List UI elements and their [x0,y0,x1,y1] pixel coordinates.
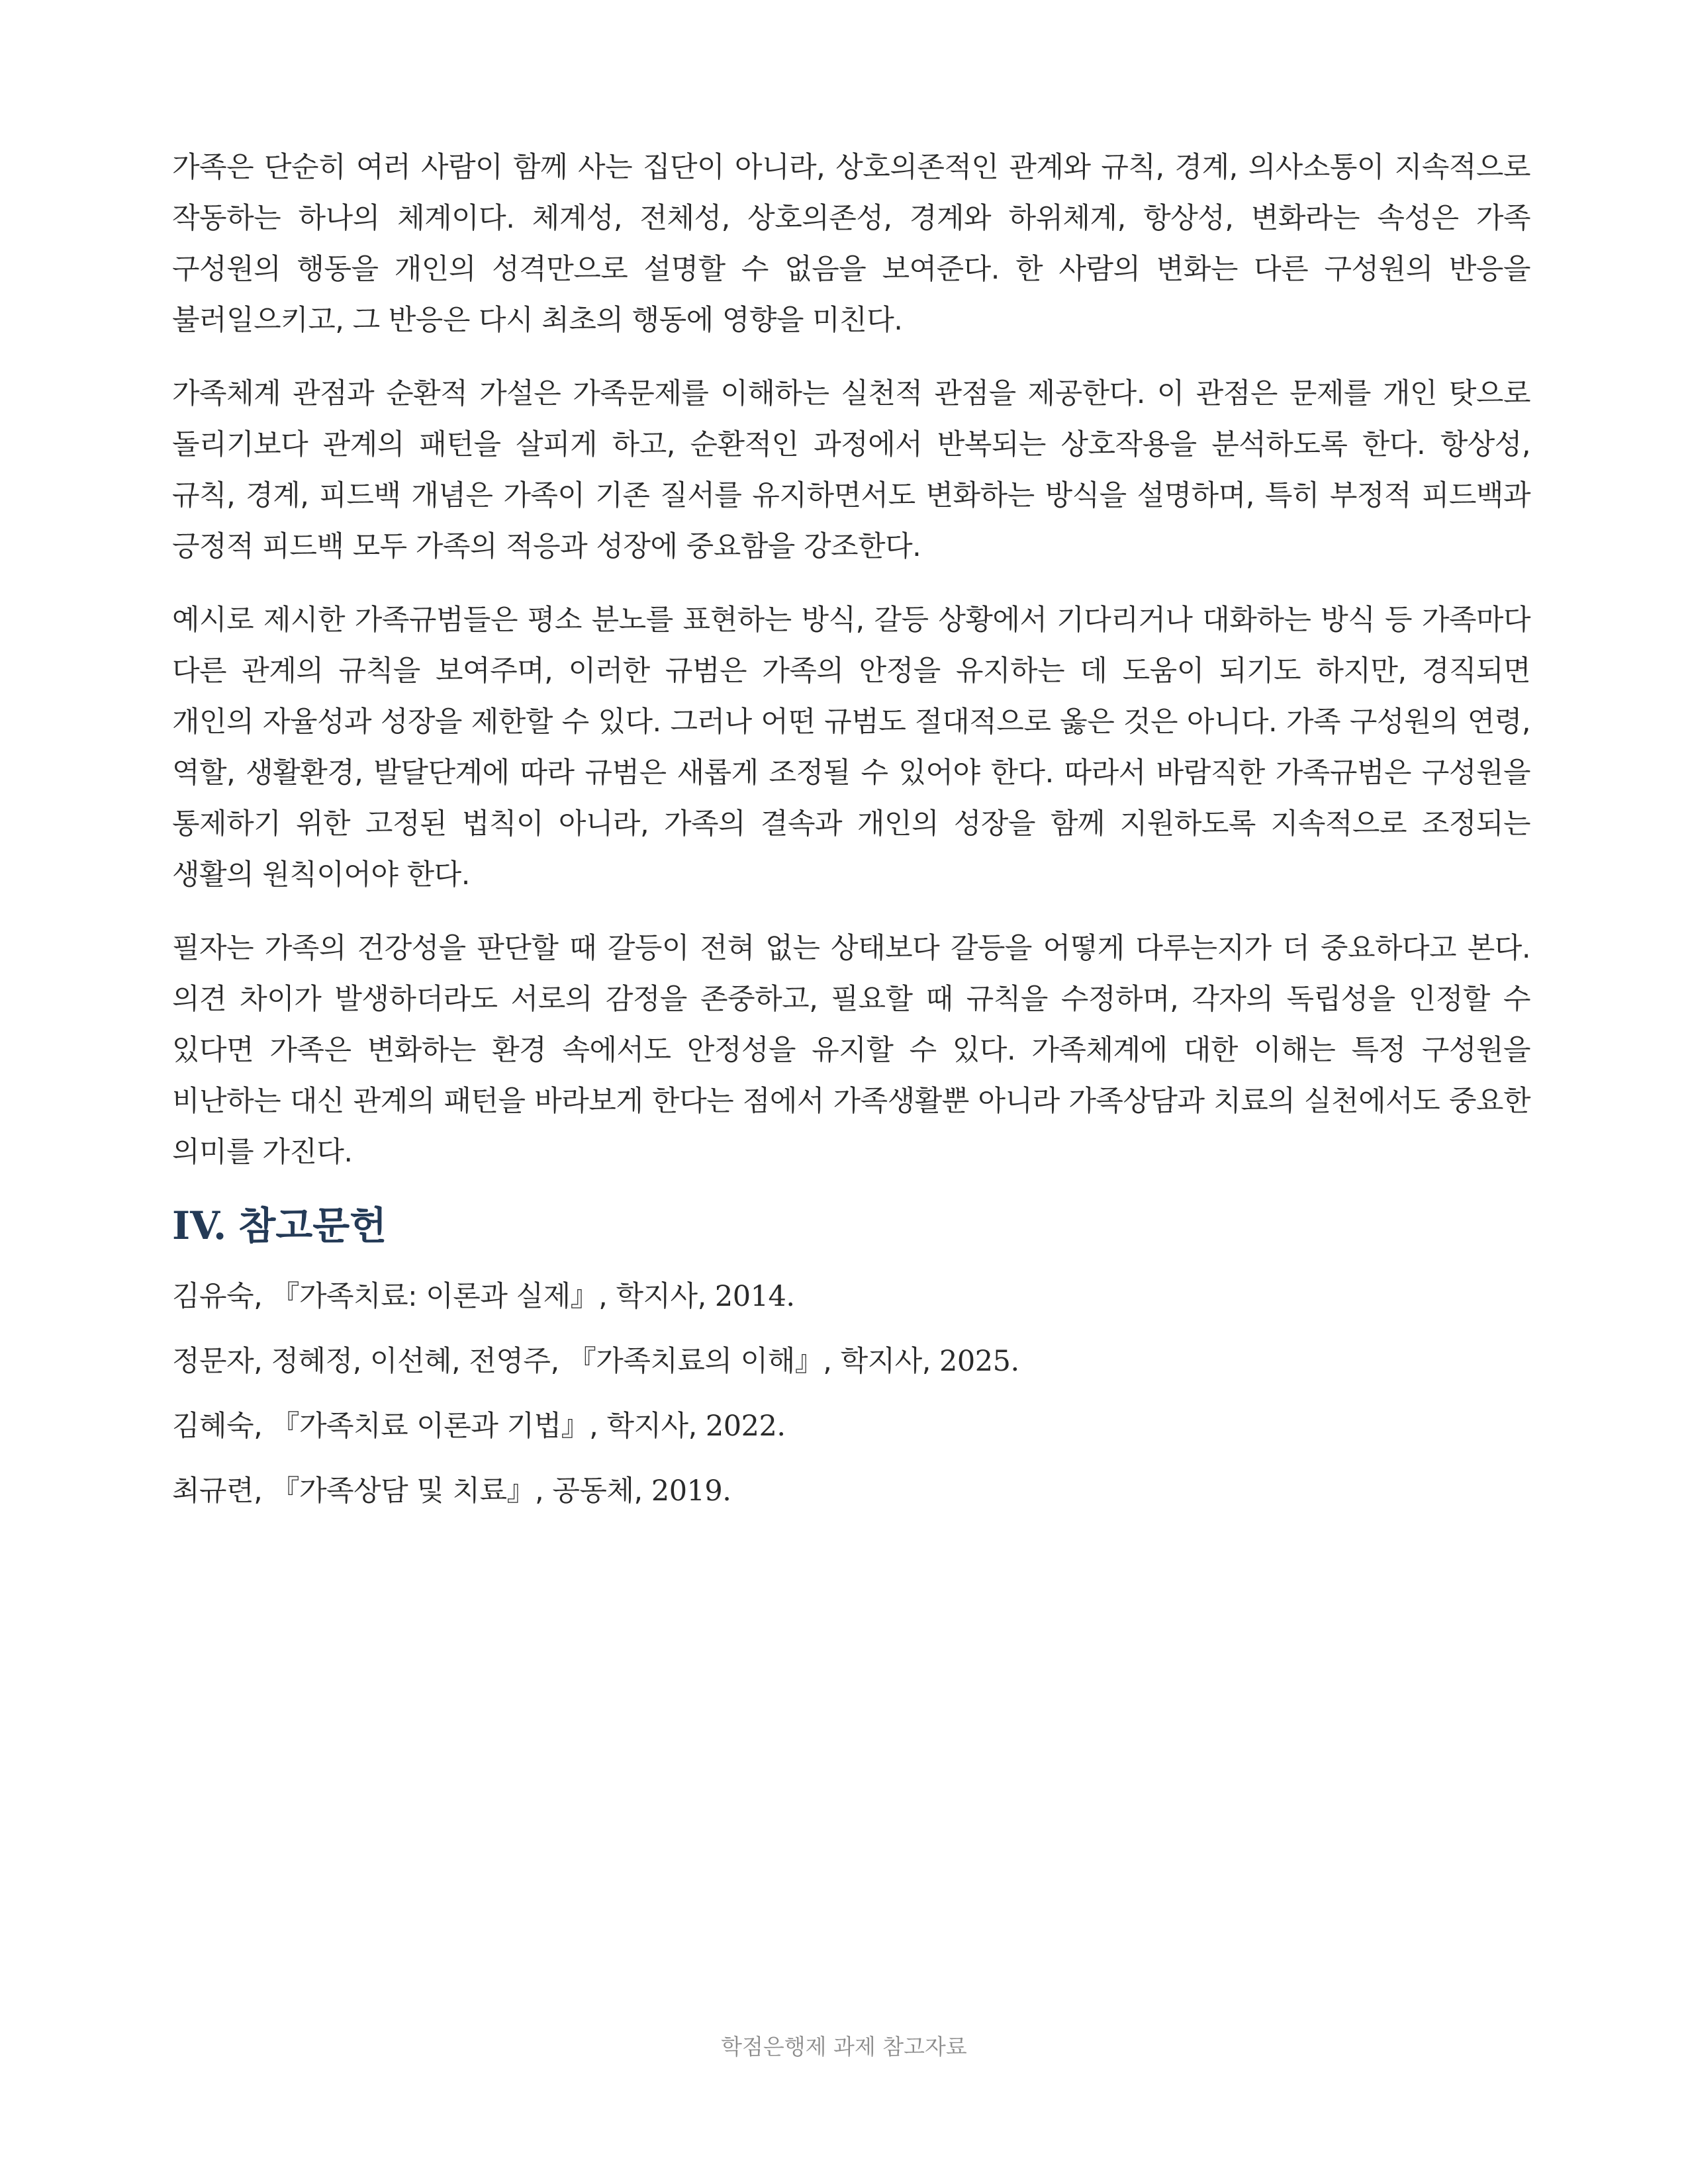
body-paragraph-3: 예시로 제시한 가족규범들은 평소 분노를 표현하는 방식, 갈등 상황에서 기다리거나 대화하는 방식 등 가족마다 다른 관계의 규칙을 보여주며, 이러한 규범은 가족의 안정을 유지하는 데 도움이 되기도 하지만, 경직되면 개인의 자율성과 성장을 제한할 수 있다. 그러나 어떤 규범도 절대적으로 옳은 것은 아니다. 가족 구성원의 연령, 역할, 생활환경, 발달단계에 따라 규범은 새롭게 조정될 수 있어야 한다. 따라서 바람직한 가족규범은 구성원을 통제하기 위한 고정된 법칙이 아니라, 가족의 결속과 개인의 성장을 함께 지원하도록 지속적으로 조정되는 생활의 원칙이어야 한다. [172,604,1530,891]
body-paragraph-2: 가족체계 관점과 순환적 가설은 가족문제를 이해하는 실천적 관점을 제공한다. 이 관점은 문제를 개인 탓으로 돌리기보다 관계의 패턴을 살피게 하고, 순환적인 과정에서 반복되는 상호작용을 분석하도록 한다. 항상성, 규칙, 경계, 피드백 개념은 가족이 기존 질서를 유지하면서도 변화하는 방식을 설명하며, 특히 부정적 피드백과 긍정적 피드백 모두 가족의 적응과 성장에 중요함을 강조한다. [172,377,1530,563]
reference-year: 2014. [714,1280,795,1313]
reference-citation: 정문자, 정혜정, 이선혜, 전영주, 『가족치료의 이해』, 학지사, [172,1345,940,1378]
reference-citation: 최규련, 『가족상담 및 치료』, 공동체, [172,1475,651,1508]
reference-item [172,1341,1530,1382]
section-title: 참고문헌 [238,1203,387,1248]
body-paragraph-4: 필자는 가족의 건강성을 판단할 때 갈등이 전혀 없는 상태보다 갈등을 어떻게 다루는지가 더 중요하다고 본다. 의견 차이가 발생하더라도 서로의 감정을 존중하고, 필요할 때 규칙을 수정하며, 각자의 독립성을 인정할 수 있다면 가족은 변화하는 환경 속에서도 안정성을 유지할 수 있다. 가족체계에 대한 이해는 특정 구성원을 비난하는 대신 관계의 패턴을 바라보게 한다는 점에서 가족생활뿐 아니라 가족상담과 치료의 실천에서도 중요한 의미를 가진다. [172,932,1530,1169]
reference-year: 2025. [939,1345,1019,1378]
page-footer: 학점은행제 과제 참고자료 [721,2034,967,2060]
reference-year: 2019. [651,1475,731,1508]
section-number: IV. [172,1203,227,1248]
reference-item [172,1276,1530,1317]
reference-list [172,1276,1530,1512]
reference-year: 2022. [705,1410,786,1443]
reference-item [172,1471,1530,1512]
reference-citation: 김유숙, 『가족치료: 이론과 실제』, 학지사, [172,1280,715,1313]
references-heading [172,1202,1530,1250]
reference-citation: 김혜숙, 『가족치료 이론과 기법』, 학지사, [172,1410,706,1443]
reference-item [172,1406,1530,1447]
body-paragraph-1: 가족은 단순히 여러 사람이 함께 사는 집단이 아니라, 상호의존적인 관계와 규칙, 경계, 의사소통이 지속적으로 작동하는 하나의 체계이다. 체계성, 전체성, 상호의존성, 경계와 하위체계, 항상성, 변화라는 속성은 가족 구성원의 행동을 개인의 성격만으로 설명할 수 없음을 보여준다. 한 사람의 변화는 다른 구성원의 반응을 불러일으키고, 그 반응은 다시 최초의 행동에 영향을 미친다. [172,151,1530,337]
document-page [172,142,1530,1535]
